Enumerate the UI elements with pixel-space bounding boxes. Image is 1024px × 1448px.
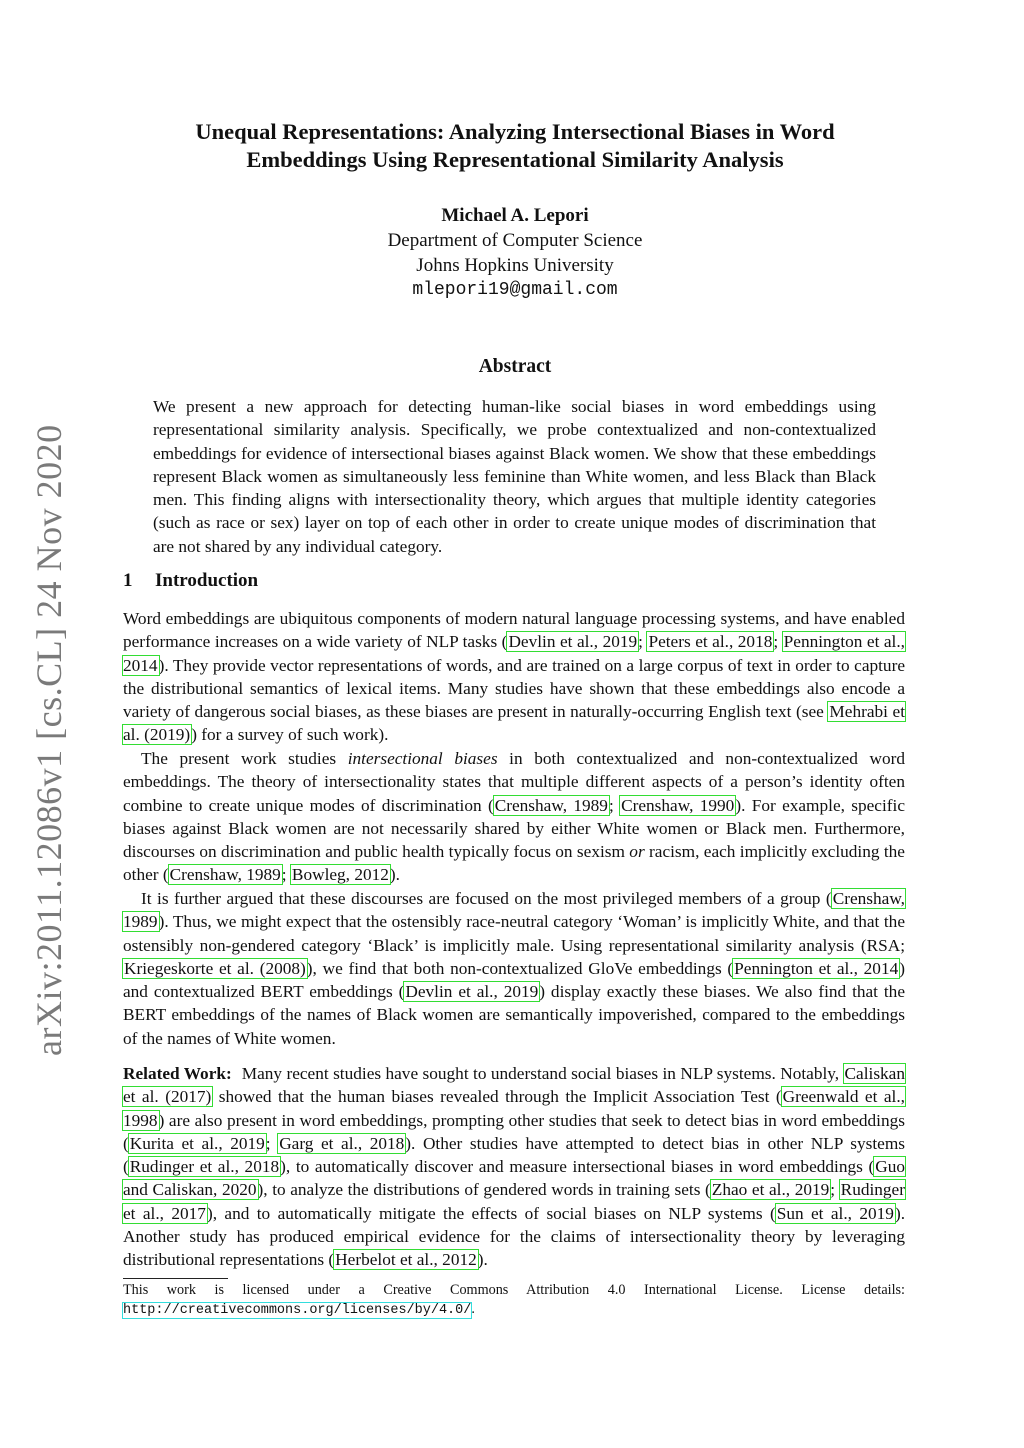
text-run: ). Another study has produced empirical evidence for the claims of intersectionality theory by leveraging distributional representations ( xyxy=(123,1203,906,1270)
paragraph-related-work xyxy=(123,1062,905,1272)
author-department: Department of Computer Science xyxy=(387,230,643,251)
section-title: Introduction xyxy=(155,570,259,591)
citation-link[interactable]: Pennington et al., 2014 xyxy=(734,958,899,978)
text-run: ), to analyze the distributions of gendered words in training sets ( xyxy=(257,1180,711,1200)
text-run: ; xyxy=(830,1180,840,1200)
text-run: ), we find that both non-contextualized GloVe embeddings ( xyxy=(306,958,734,978)
related-work-label: Related Work: xyxy=(123,1064,232,1083)
text-run: ) display exactly these biases. We also find that the BERT embeddings of the names of Black women are semantically impoverished, compared to the embeddings of the names of White women. xyxy=(123,982,905,1048)
citation-link[interactable]: Peters et al., 2018 xyxy=(648,632,773,652)
footnote-end: . xyxy=(471,1300,475,1317)
text-run: ; xyxy=(773,632,783,652)
text-run: ) for a survey of such work). xyxy=(191,725,389,745)
paper-title xyxy=(120,118,910,174)
title-line-2: Embeddings Using Representational Similarity Analysis xyxy=(246,147,784,172)
citation-link[interactable]: Kurita et al., 2019 xyxy=(129,1133,265,1153)
citation-link[interactable]: Crenshaw, 1989 xyxy=(169,865,281,885)
text-run: racism, each implicitly excluding the other ( xyxy=(123,842,905,885)
text-run: showed that the human biases revealed through the Implicit Association Test ( xyxy=(212,1087,782,1107)
citation-link[interactable]: Rudinger et al., 2018 xyxy=(129,1157,280,1177)
section-heading-introduction xyxy=(123,570,258,592)
text-run: ) and contextualized BERT embeddings ( xyxy=(123,958,905,1002)
arxiv-identifier: arXiv:2011.12086v1 [cs.CL] 24 Nov 2020 xyxy=(29,424,69,1056)
text-run: It is further argued that these discourses are focused on the most privileged members of a group ( xyxy=(141,889,832,908)
text-run: ), to automatically discover and measure intersectional biases in word embeddings ( xyxy=(280,1157,875,1177)
text-run: ; xyxy=(608,795,621,815)
emphasis-text: or xyxy=(629,842,645,862)
author-name: Michael A. Lepori xyxy=(441,205,589,226)
author-block xyxy=(120,203,910,303)
footnote-divider xyxy=(123,1278,228,1279)
text-run: ; xyxy=(638,632,648,652)
text-run: ; xyxy=(265,1133,279,1153)
citation-link[interactable]: Mehrabi et al. (2019) xyxy=(123,702,905,745)
license-url-link[interactable]: http://creativecommons.org/licenses/by/4.0/ xyxy=(123,1302,472,1318)
section-number: 1 xyxy=(123,570,133,591)
abstract-heading: Abstract xyxy=(478,356,552,377)
citation-link[interactable]: Devlin et al., 2019 xyxy=(508,632,638,652)
emphasis-text: intersectional biases xyxy=(347,749,498,768)
title-line-1: Unequal Representations: Analyzing Intersectional Biases in Word xyxy=(195,119,835,144)
text-run: Many recent studies have sought to understand social biases in NLP systems. Notably, xyxy=(241,1064,844,1083)
citation-link[interactable]: Zhao et al., 2019 xyxy=(711,1180,830,1200)
text-run: ; xyxy=(281,865,291,885)
citation-link[interactable]: Rudinger et al., 2017 xyxy=(123,1180,905,1223)
citation-link[interactable]: Crenshaw, 1989 xyxy=(494,795,608,815)
citation-link[interactable]: Garg et al., 2018 xyxy=(279,1133,405,1153)
text-run: ) are also present in word embeddings, prompting other studies that seek to detect bias in word embeddings ( xyxy=(123,1110,905,1153)
text-run: ). xyxy=(389,865,400,885)
text-run: ), and to automatically mitigate the effects of social biases on NLP systems ( xyxy=(206,1203,776,1223)
author-university: Johns Hopkins University xyxy=(416,255,614,276)
citation-link[interactable]: Pennington et al., 2014 xyxy=(123,632,905,675)
text-run: ). Thus, we might expect that the ostensibly race-neutral category ‘Woman’ is implicitly White, and that the ostensibly non-gendered category ‘Black’ is implicitly male. Using representational similarity analysis (RSA; xyxy=(123,912,905,955)
text-run: in both contextualized and non-contextualized word embeddings. The theory of intersectionality states that multiple different aspects of a person’s identity often combine to create unique modes of discrimination ( xyxy=(123,749,905,815)
paragraph-intro-2 xyxy=(123,747,905,887)
footnote-text: This work is licensed under a Creative Commons Attribution 4.0 International License. License details: xyxy=(123,1282,905,1298)
text-run: The present work studies xyxy=(141,749,348,768)
text-run: ). Other studies have attempted to detect bias in other NLP systems ( xyxy=(123,1133,906,1177)
author-email[interactable]: mlepori19@gmail.com xyxy=(412,280,618,300)
citation-link[interactable]: Devlin et al., 2019 xyxy=(405,982,539,1002)
citation-link[interactable]: Greenwald et al., 1998 xyxy=(123,1087,905,1130)
paragraph-intro-1 xyxy=(123,607,905,747)
citation-link[interactable]: Crenshaw, 1989 xyxy=(123,889,905,932)
text-run: ). xyxy=(477,1250,488,1270)
citation-link[interactable]: Crenshaw, 1990 xyxy=(621,795,735,815)
citation-link[interactable]: Guo and Caliskan, 2020 xyxy=(123,1157,905,1200)
text-run: Word embeddings are ubiquitous components of modern natural language processing systems, and have enabled performance increases on a wide variety of NLP tasks ( xyxy=(123,609,905,652)
paragraph-intro-3 xyxy=(123,887,905,1050)
footnote-license xyxy=(123,1281,905,1320)
abstract-text: We present a new approach for detecting human-like social biases in word embeddings using representational similarity analysis. Specifically, we probe contextualized and non-contextualized embeddings for evidence of intersectional biases against Black women. We show that these embeddings represent Black women as simultaneously less feminine than White women, and less Black than Black men. This finding aligns with intersectionality theory, which argues that multiple identity categories (such as race or sex) layer on top of each other in order to create unique modes of discrimination that are not shared by any individual category. xyxy=(153,397,876,556)
citation-link[interactable]: Kriegeskorte et al. (2008) xyxy=(124,958,306,978)
citation-link[interactable]: Caliskan et al. (2017) xyxy=(123,1064,905,1107)
citation-link[interactable]: Sun et al., 2019 xyxy=(776,1203,894,1223)
text-run: ). For example, specific biases against Black women are not necessarily shared by either White women or Black men. Furthermore, discourses on discrimination and public health typically focus on sexism xyxy=(123,795,906,862)
citation-link[interactable]: Herbelot et al., 2012 xyxy=(335,1250,477,1270)
citation-link[interactable]: Bowleg, 2012 xyxy=(291,865,389,885)
text-run: ). They provide vector representations of words, and are trained on a large corpus of text in order to capture the distributional semantics of lexical items. Many studies have shown that these embeddings also encode a variety of dangerous social biases, as these biases are present in naturally-occurring English text (see xyxy=(123,655,905,722)
